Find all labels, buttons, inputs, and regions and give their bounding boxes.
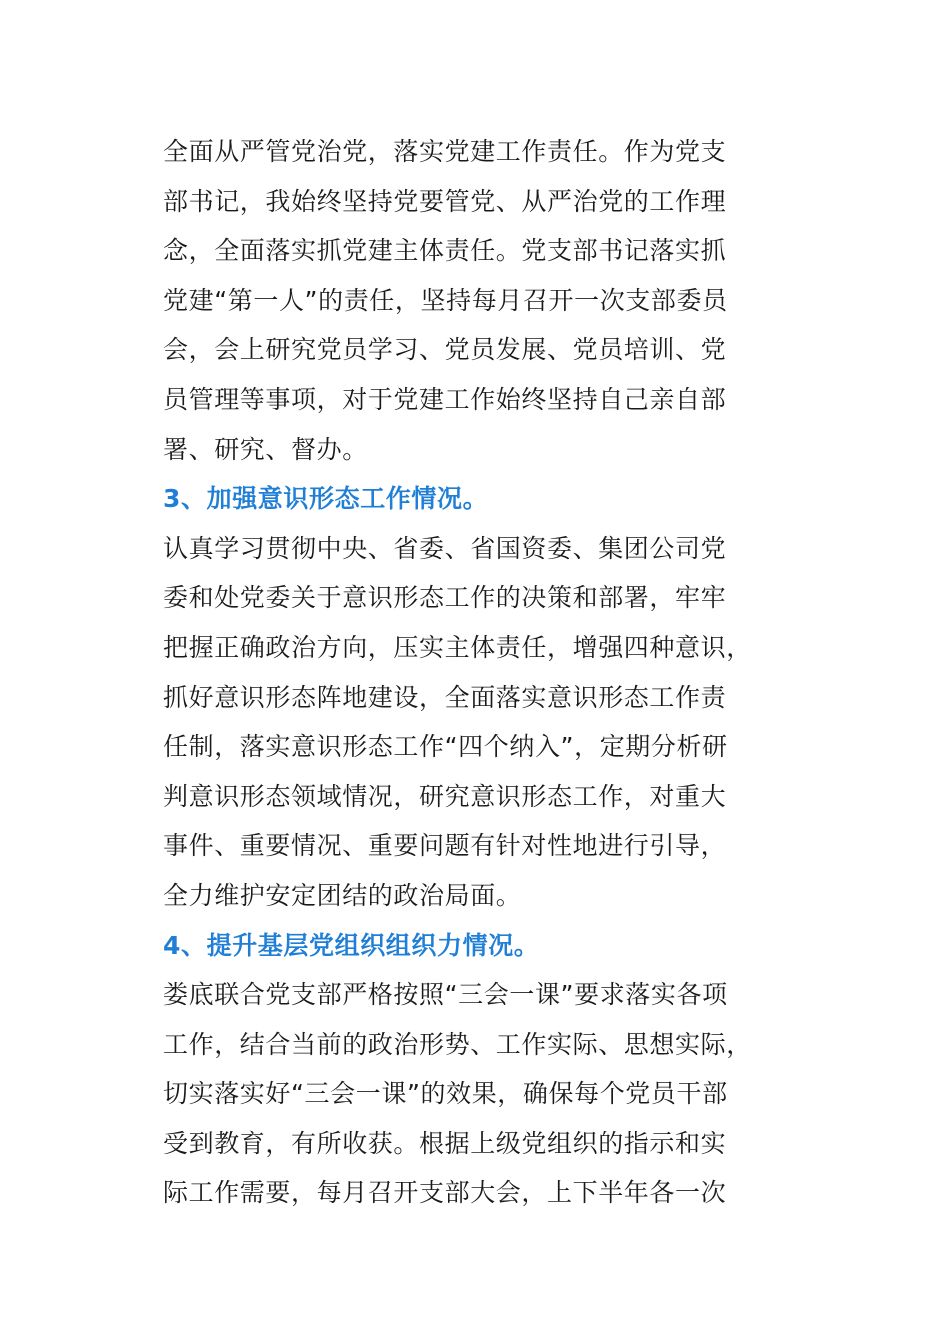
text-line: 全面从严管党治党，落实党建工作责任。作为党支 <box>163 137 727 166</box>
text-line: 娄底联合党支部严格按照“三会一课”要求落实各项 <box>163 980 728 1010</box>
text-line: 抓好意识形态阵地建设，全面落实意识形态工作责 <box>163 682 727 712</box>
text-line: 工作，结合当前的政治形势、工作实际、思想实际， <box>163 1029 752 1059</box>
text-line: 切实落实好“三会一课”的效果，确保每个党员干部 <box>163 1079 728 1109</box>
paragraph-organization-work <box>163 970 803 1218</box>
text-line: 署、研究、督办。 <box>163 434 368 464</box>
text-line: 党建“第一人”的责任，坚持每月召开一次支部委员 <box>163 285 728 315</box>
text-line: 委和处党委关于意识形态工作的决策和部署，牢牢 <box>163 583 727 613</box>
text-line: 事件、重要情况、重要问题有针对性地进行引导， <box>163 831 727 861</box>
section-heading-organization: 4、提升基层党组织组织力情况。 <box>163 930 540 960</box>
text-line: 任制，落实意识形态工作“四个纳入”，定期分析研 <box>163 732 728 762</box>
section-heading-ideology: 3、加强意识形态工作情况。 <box>163 484 489 514</box>
text-line: 部书记，我始终坚持党要管党、从严治党的工作理 <box>163 186 727 216</box>
paragraph-party-building-responsibility <box>163 127 803 474</box>
text-line: 念，全面落实抓党建主体责任。党支部书记落实抓 <box>163 236 727 266</box>
text-line: 员管理等事项，对于党建工作始终坚持自己亲自部 <box>163 384 727 414</box>
text-line: 会，会上研究党员学习、党员发展、党员培训、党 <box>163 335 727 365</box>
text-line: 认真学习贯彻中央、省委、省国资委、集团公司党 <box>163 533 727 563</box>
text-line: 受到教育，有所收获。根据上级党组织的指示和实 <box>163 1128 727 1158</box>
text-line: 把握正确政治方向，压实主体责任，增强四种意识， <box>163 632 752 662</box>
text-line: 际工作需要，每月召开支部大会，上下半年各一次 <box>163 1178 727 1208</box>
text-line: 全力维护安定团结的政治局面。 <box>163 880 522 910</box>
document-body <box>163 127 803 1218</box>
text-line: 判意识形态领域情况，研究意识形态工作，对重大 <box>163 781 727 811</box>
paragraph-ideology-work <box>163 524 803 921</box>
